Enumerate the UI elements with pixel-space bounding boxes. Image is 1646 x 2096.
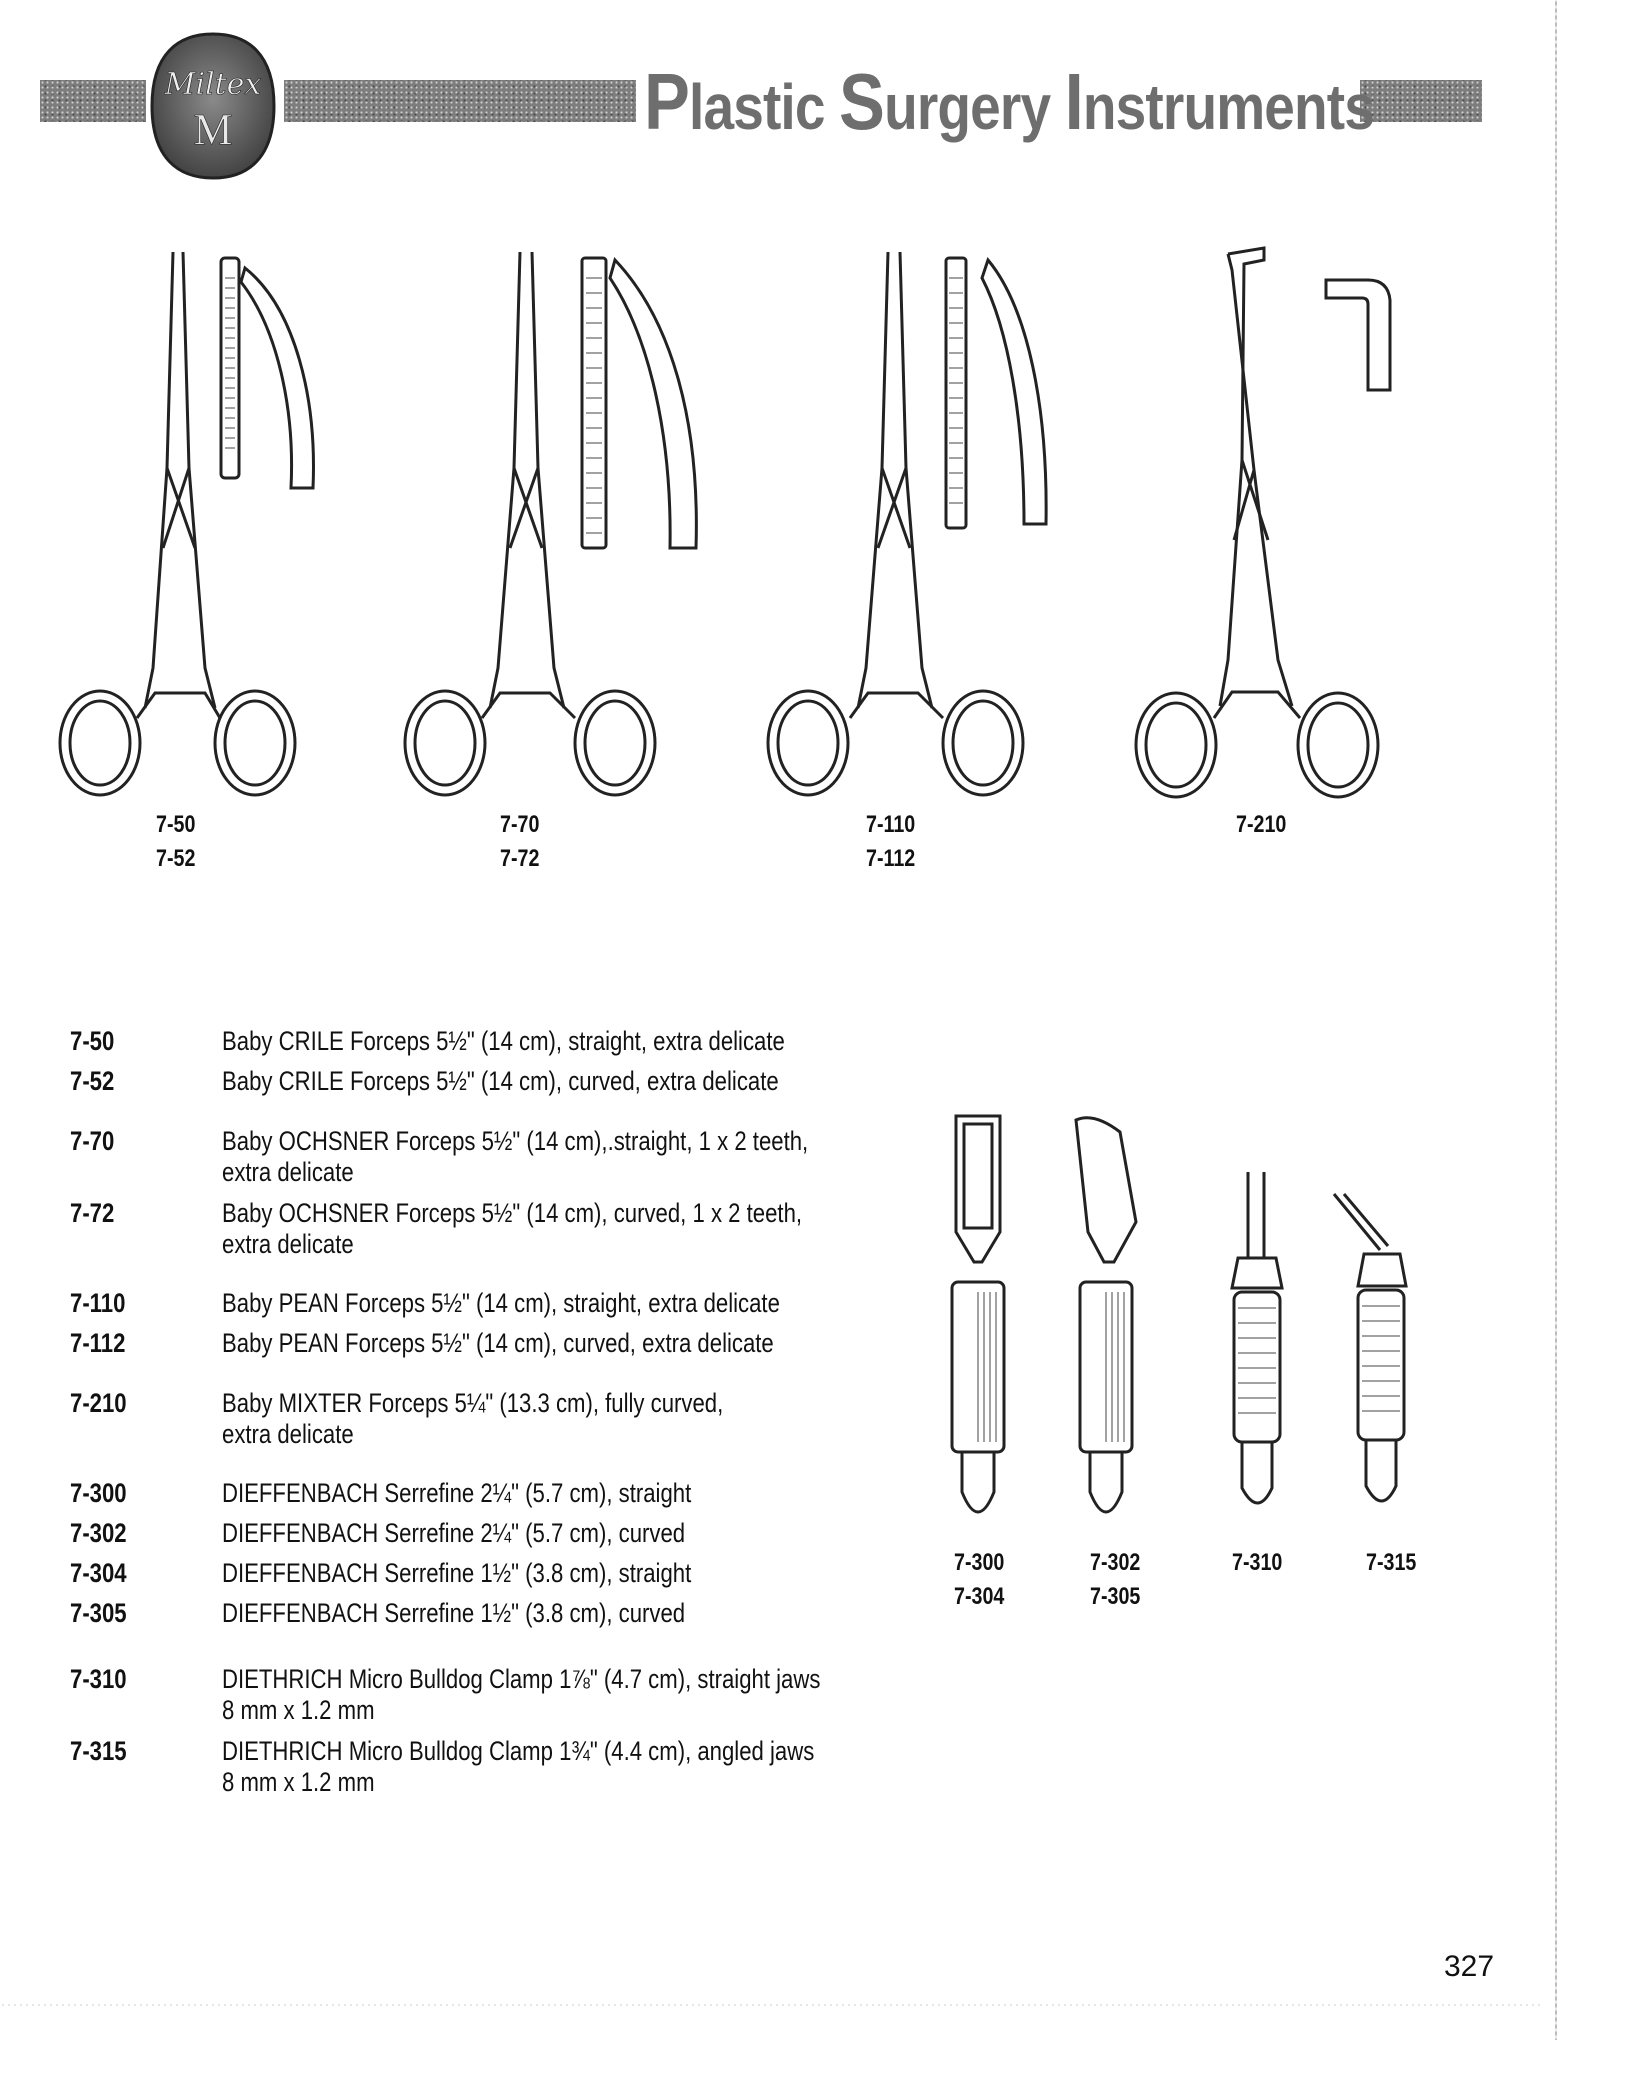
clamp-label-angled	[1366, 1546, 1416, 1580]
label-line: 7-315	[1366, 1549, 1417, 1576]
label-line: 7-210	[1236, 811, 1287, 838]
forceps-label-crile	[156, 808, 195, 876]
serrefine-drawing-straight	[938, 1112, 1018, 1532]
bulldog-clamp-drawing-angled	[1330, 1190, 1420, 1530]
catalog-description: Baby PEAN Forceps 5½" (14 cm), curved, extra delicate	[222, 1328, 774, 1358]
logo-wordmark: Miltex	[164, 67, 262, 102]
title-initial-p: P	[644, 57, 690, 146]
scan-footer-line	[0, 2004, 1540, 2006]
page-title	[644, 52, 1375, 152]
forceps-label-ochsner	[500, 808, 539, 876]
catalog-description: Baby CRILE Forceps 5½" (14 cm), curved, extra delicate	[222, 1066, 779, 1096]
forceps-label-mixter	[1236, 808, 1286, 842]
catalog-description: Baby OCHSNER Forceps 5½" (14 cm),.straight, 1 x 2 teeth, extra delicate	[222, 1126, 809, 1187]
title-initial-s: S	[839, 57, 885, 146]
catalog-code: 7-210	[70, 1388, 127, 1418]
forceps-drawing-pean	[758, 248, 1068, 798]
catalog-description: Baby MIXTER Forceps 5¼" (13.3 cm), fully curved, extra delicate	[222, 1388, 724, 1449]
label-line: 7-70	[500, 811, 540, 838]
scan-page-edge	[1555, 0, 1557, 2040]
catalog-code: 7-112	[70, 1328, 126, 1358]
serrefine-label-straight	[954, 1546, 1004, 1614]
label-line: 7-50	[156, 811, 196, 838]
serrefine-label-curved	[1090, 1546, 1140, 1614]
catalog-description: DIEFFENBACH Serrefine 1½" (3.8 cm), curved	[222, 1598, 686, 1628]
catalog-code: 7-302	[70, 1518, 127, 1548]
label-line: 7-305	[1090, 1583, 1141, 1610]
title-rest-s: urgery	[884, 71, 1065, 143]
catalog-code: 7-310	[70, 1664, 127, 1694]
catalog-code: 7-110	[70, 1288, 126, 1318]
catalog-description: DIEFFENBACH Serrefine 2¼" (5.7 cm), curved	[222, 1518, 686, 1548]
catalog-code: 7-52	[70, 1066, 115, 1096]
catalog-description: Baby CRILE Forceps 5½" (14 cm), straight, extra delicate	[222, 1026, 785, 1056]
label-line: 7-52	[156, 845, 196, 872]
header-bar-right	[1360, 80, 1482, 122]
catalog-code: 7-72	[70, 1198, 115, 1228]
catalog-description: Baby PEAN Forceps 5½" (14 cm), straight, extra delicate	[222, 1288, 780, 1318]
catalog-code: 7-315	[70, 1736, 127, 1766]
catalog-code: 7-70	[70, 1126, 115, 1156]
title-rest-p: lastic	[689, 71, 840, 143]
catalog-description: DIEFFENBACH Serrefine 2¼" (5.7 cm), straight	[222, 1478, 692, 1508]
label-line: 7-112	[866, 845, 916, 872]
label-line: 7-304	[954, 1583, 1005, 1610]
label-line: 7-300	[954, 1549, 1005, 1576]
label-line: 7-310	[1232, 1549, 1283, 1576]
clamp-label-straight	[1232, 1546, 1282, 1580]
catalog-code: 7-300	[70, 1478, 127, 1508]
label-line: 7-302	[1090, 1549, 1141, 1576]
catalog-description: Baby OCHSNER Forceps 5½" (14 cm), curved, 1 x 2 teeth, extra delicate	[222, 1198, 803, 1259]
catalog-code: 7-50	[70, 1026, 115, 1056]
forceps-drawing-crile	[55, 248, 335, 798]
catalog-description: DIEFFENBACH Serrefine 1½" (3.8 cm), straight	[222, 1558, 692, 1588]
miltex-logo	[150, 32, 276, 180]
page-number: 327	[1444, 1950, 1495, 1983]
title-rest-i: nstruments	[1082, 71, 1375, 143]
label-line: 7-110	[866, 811, 916, 838]
bulldog-clamp-drawing-straight	[1218, 1168, 1298, 1528]
serrefine-drawing-curved	[1064, 1112, 1154, 1532]
forceps-drawing-mixter	[1128, 240, 1428, 800]
logo-monogram: M	[193, 105, 233, 154]
label-line: 7-72	[500, 845, 540, 872]
forceps-drawing-ochsner	[400, 248, 720, 798]
catalog-code: 7-305	[70, 1598, 127, 1628]
catalog-description: DIETHRICH Micro Bulldog Clamp 1¾" (4.4 cm), angled jaws 8 mm x 1.2 mm	[222, 1736, 815, 1797]
catalog-description: DIETHRICH Micro Bulldog Clamp 1⅞" (4.7 cm), straight jaws 8 mm x 1.2 mm	[222, 1664, 821, 1725]
forceps-label-pean	[866, 808, 915, 876]
header-bar-middle	[284, 80, 636, 122]
title-initial-i: I	[1064, 57, 1083, 146]
catalog-code: 7-304	[70, 1558, 127, 1588]
header-bar-left	[40, 80, 146, 122]
